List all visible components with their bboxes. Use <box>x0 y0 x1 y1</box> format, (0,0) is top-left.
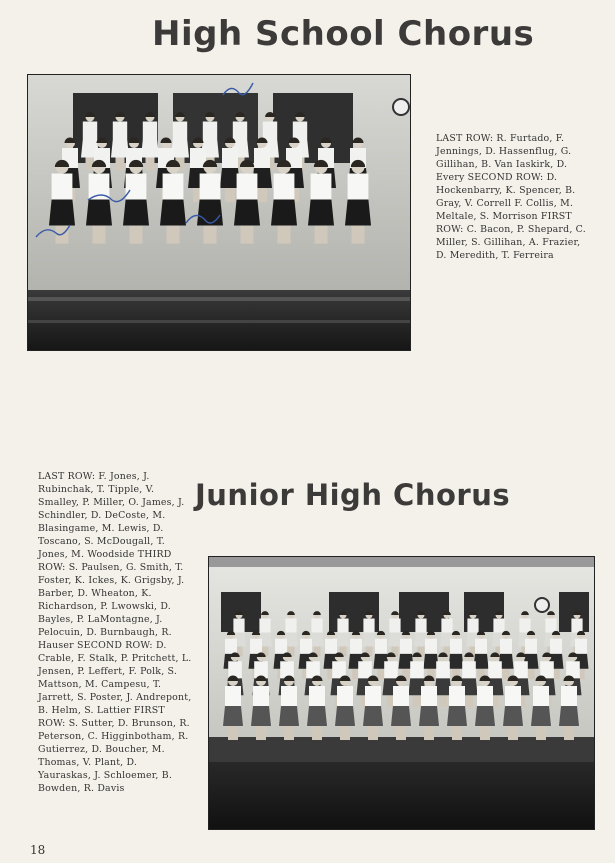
high-school-chorus-photo <box>27 74 411 351</box>
high-school-chorus-title: High School Chorus <box>152 14 535 54</box>
junior-high-chorus-title: Junior High Chorus <box>195 478 511 512</box>
page-number: 18 <box>30 843 46 857</box>
junior-high-photo-illustration <box>209 557 594 829</box>
junior-high-caption: LAST ROW: F. Jones, J. Rubinchak, T. Tipple, V. Smalley, P. Miller, O. James, J. Schindler, D. DeCoste, M. Blasingame, M. Lewis, D. Toscano, S. McDougall, T. Jones, M. Woodside THIRD ROW: S. Paulsen, G. Smith, T. Foster, K. Ickes, K. Grigsby, J. Barber, D. Wheaton, K. Richardson, P. Lwowski, D. Bayles, P. LaMontagne, J. Pelocuin, D. Burnbaugh, R. Hauser SECOND ROW: D. Crable, F. Stalk, P. Pritchett, L. Jensen, P. Leffert, F. Polk, S. Mattson, M. Campesu, T. Jarrett, S. Poster, J. Andrepont, B. Helm, S. Lattier FIRST ROW: S. Sutter, D. Brunson, R. Peterson, C. Higginbotham, R. Gutierrez, D. Boucher, M. Thomas, V. Plant, D. Yauraskas, J. Schloemer, B. Bowden, R. Davis <box>38 471 192 794</box>
junior-high-chorus-photo <box>208 556 595 830</box>
high-school-caption: LAST ROW: R. Furtado, F. Jennings, D. Hassenflug, G. Gillihan, B. Van Iaskirk, D. Every SECOND ROW: D. Hockenbarry, K. Spencer, B. Gray, V. Correll F. Collis, M. Meltale, S. Morrison FIRST ROW: C. Bacon, P. Shepard, C. Miller, S. Gillihan, A. Frazier, D. Meredith, T. Ferreira <box>436 133 586 261</box>
high-school-photo-illustration <box>28 75 410 350</box>
